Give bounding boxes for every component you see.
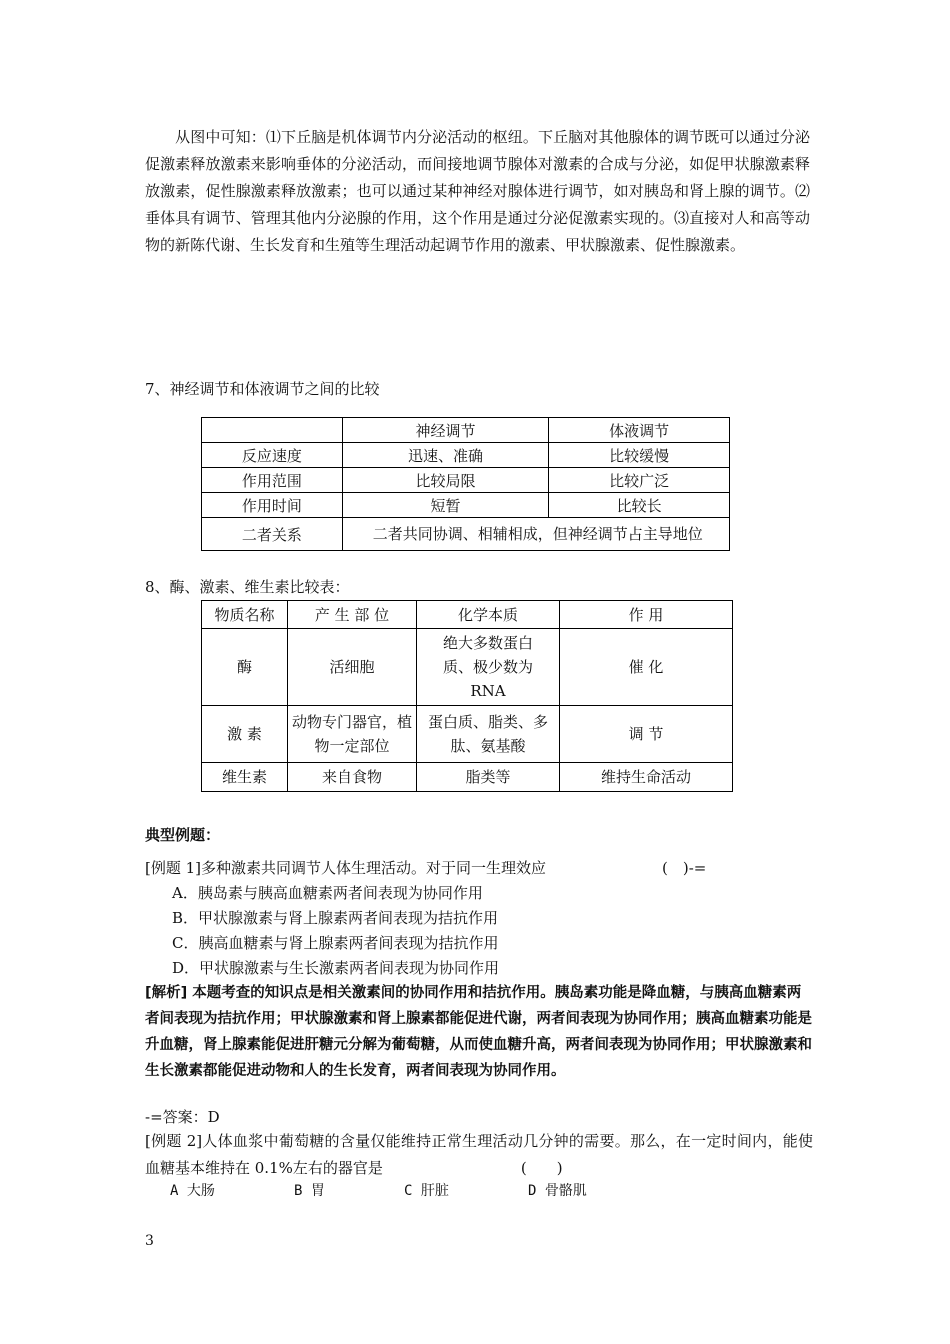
table-header-cell: 化学本质: [417, 601, 560, 629]
table-header-cell: 体液调节: [549, 418, 730, 443]
example2-answer-bracket: ( ): [520, 1159, 563, 1177]
table-cell: 短暂: [342, 493, 549, 518]
table-cell: 作用范围: [202, 468, 343, 493]
table-cell: 绝大多数蛋白质、极少数为RNA: [417, 629, 560, 706]
example1-option-a: A．胰岛素与胰高血糖素两者间表现为协同作用: [172, 884, 483, 902]
table-cell: 激 素: [202, 706, 288, 763]
table-row: [202, 763, 733, 792]
table-row: [202, 493, 730, 518]
example1-option-c: C．胰高血糖素与肾上腺素两者间表现为拮抗作用: [172, 934, 499, 952]
table-cell: 调 节: [560, 706, 733, 763]
table-cell: 比较缓慢: [549, 443, 730, 468]
table-header-cell: 产 生 部 位: [288, 601, 417, 629]
intro-paragraph: 从图中可知：⑴下丘脑是机体调节内分泌活动的枢纽。下丘脑对其他腺体的调节既可以通过分泌促激素释放激素来影响垂体的分泌活动，而间接地调节腺体对激素的合成与分泌，如促甲状腺激素释放激素，促性腺激素释放激素；也可以通过某种神经对腺体进行调节，如对胰岛和肾上腺的调节。⑵垂体具有调节、管理其他内分泌腺的作用，这个作用是通过分泌促激素实现的。⑶直接对人和高等动物的新陈代谢、生长发育和生殖等生理活动起调节作用的激素、甲状腺激素、促性腺激素。: [145, 128, 810, 254]
table-row: [202, 443, 730, 468]
example2-option-a: A 大肠: [170, 1183, 215, 1199]
table-cell: 维持生命活动: [560, 763, 733, 792]
table-header-row: [202, 601, 733, 629]
table-cell: 维生素: [202, 763, 288, 792]
table-cell: 脂类等: [417, 763, 560, 792]
table-cell: 动物专门器官，植物一定部位: [288, 706, 417, 763]
section7-title: 7、神经调节和体液调节之间的比较: [145, 380, 380, 398]
table-cell: 反应速度: [202, 443, 343, 468]
table-cell: 来自食物: [288, 763, 417, 792]
table-cell: 催 化: [560, 629, 733, 706]
comparison-table-enzyme-hormone-vitamin: [201, 600, 733, 792]
example1-analysis: [解析] 本题考查的知识点是相关激素间的协同作用和拮抗作用。胰岛素功能是降血糖，与胰高血糖素两者间表现为拮抗作用；甲状腺激素和肾上腺素都能促进代谢，两者间表现为协同作用；胰高血糖素功能是升血糖，肾上腺素能促进肝糖元分解为葡萄糖，从而使血糖升高，两者间表现为协同作用；甲状腺激素和生长激素都能促进动物和人的生长发育，两者间表现为协同作用。: [145, 985, 812, 1079]
table-cell: 迅速、准确: [342, 443, 549, 468]
table-cell: 比较局限: [342, 468, 549, 493]
example1-option-d: D．甲状腺激素与生长激素两者间表现为协同作用: [172, 959, 500, 977]
table-cell: 酶: [202, 629, 288, 706]
example2-option-c: C 肝脏: [404, 1183, 449, 1199]
table-row: [202, 706, 733, 763]
table-cell: 比较广泛: [549, 468, 730, 493]
table-cell: 活细胞: [288, 629, 417, 706]
example1-option-b: B．甲状腺激素与肾上腺素两者间表现为拮抗作用: [172, 909, 499, 927]
example1-answer-bracket: ( )-=: [662, 859, 707, 877]
table-header-row: [202, 418, 730, 443]
examples-title: 典型例题：: [145, 826, 221, 844]
relation-cell: 二者共同协调、相辅相成，但神经调节占主导地位: [342, 518, 729, 551]
example1-answer: -=答案：D: [145, 1108, 220, 1126]
table-cell: 二者关系: [202, 518, 343, 551]
table-header-cell: 神经调节: [342, 418, 549, 443]
table-cell: 蛋白质、脂类、多肽、氨基酸: [417, 706, 560, 763]
example2-option-d: D 骨骼肌: [528, 1183, 587, 1199]
page-number: 3: [145, 1233, 154, 1249]
table-row: [202, 468, 730, 493]
table-row: [202, 518, 730, 551]
example1-question: [例题 1]多种激素共同调节人体生理活动。对于同一生理效应: [145, 859, 547, 877]
table-header-cell: 作 用: [560, 601, 733, 629]
example2-option-b: B 胃: [294, 1183, 325, 1199]
table-header-cell: [202, 418, 343, 443]
table-row: [202, 629, 733, 706]
section8-title: 8、酶、激素、维生素比较表：: [145, 578, 350, 596]
example2-question: [例题 2]人体血浆中葡萄糖的含量仅能维持正常生理活动几分钟的需要。那么，在一定时间内，能使血糖基本维持在 0.1%左右的器官是 ( ): [145, 1132, 813, 1177]
table-header-cell: 物质名称: [202, 601, 288, 629]
comparison-table-neural-humoral: [201, 417, 730, 551]
table-cell: 比较长: [549, 493, 730, 518]
table-cell: 作用时间: [202, 493, 343, 518]
